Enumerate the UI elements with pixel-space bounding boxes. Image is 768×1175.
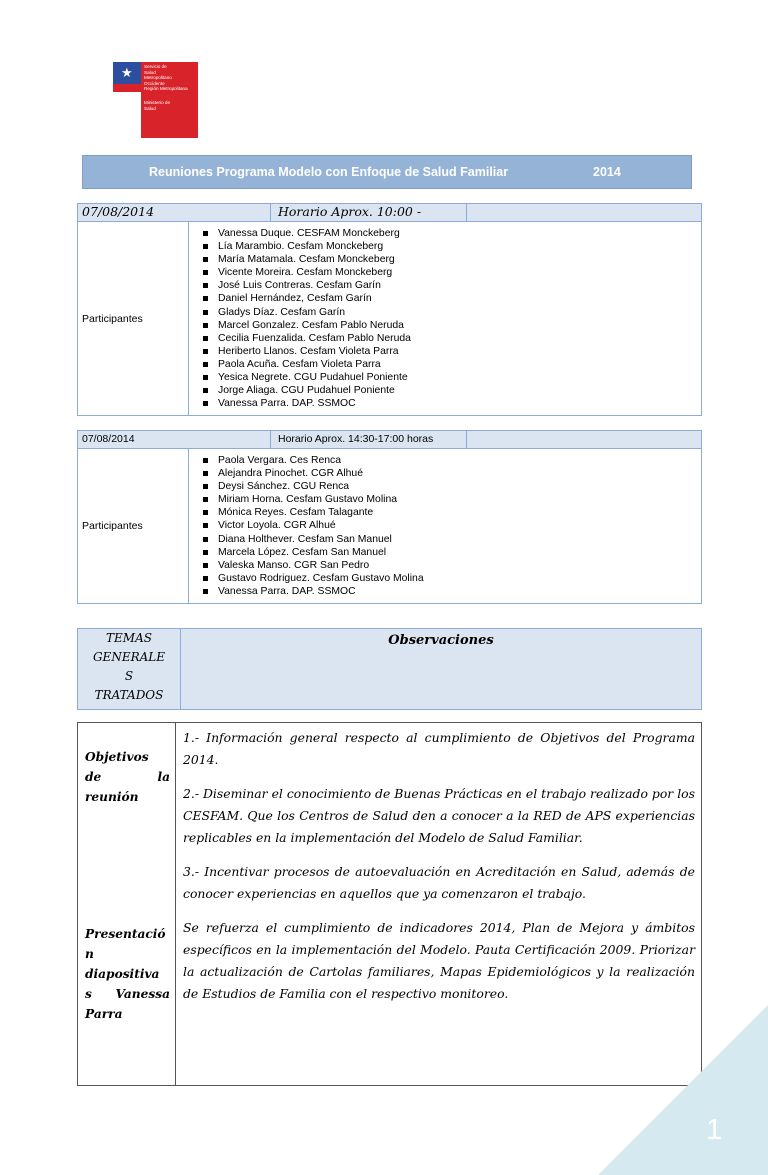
- participant-item: Jorge Aliaga. CGU Pudahuel Poniente: [203, 384, 701, 397]
- logo: [113, 62, 198, 138]
- temas-label: TEMAS GENERALE S TRATADOS: [92, 631, 166, 702]
- participant-item: Heriberto Llanos. Cesfam Violeta Parra: [203, 345, 701, 358]
- participant-item: Marcela López. Cesfam San Manuel: [203, 546, 701, 559]
- meeting-schedule: Horario Aprox. 14:30-17:00 horas: [278, 433, 434, 445]
- participant-item: Gustavo Rodriguez. Cesfam Gustavo Molina: [203, 572, 701, 585]
- participant-item: Vicente Moreira. Cesfam Monckeberg: [203, 266, 701, 279]
- participant-item: Yesica Negrete. CGU Pudahuel Poniente: [203, 371, 701, 384]
- logo-text: Región Metropolitana: [144, 86, 188, 92]
- corner-decoration: [598, 1005, 768, 1175]
- participant-item: Cecilia Fuenzalida. Cesfam Pablo Neruda: [203, 332, 701, 345]
- logo-text: Servicio de: [144, 64, 167, 69]
- meeting-date: 07/08/2014: [82, 204, 155, 219]
- objetivo-paragraph: Se refuerza el cumplimiento de indicadores 2014, Plan de Mejora y ámbitos específicos en la implementación del Modelo. Pauta Certificación 2009. Priorizar la actualización de Cartolas familiares, Mapas Epidemiológicos y la realización de Estudios de Familia con el respectivo monitoreo.: [183, 920, 695, 1001]
- presentacion-label: Presentació n diapositiva s Vanessa Parra: [85, 927, 170, 1021]
- page-title: Reuniones Programa Modelo con Enfoque de Salud Familiar: [149, 165, 509, 179]
- participants-list: [189, 449, 701, 603]
- logo-text: Metropolitano: [144, 75, 172, 81]
- participant-item: Mónica Reyes. Cesfam Talagante: [203, 506, 701, 519]
- participant-item: Lía Marambio. Cesfam Monckeberg: [203, 240, 701, 253]
- participant-item: Paola Vergara. Ces Renca: [203, 454, 701, 467]
- participant-item: Deysi Sánchez. CGU Renca: [203, 480, 701, 493]
- logo-text: Occidente: [144, 80, 165, 86]
- participant-item: Vanessa Duque. CESFAM Monckeberg: [203, 227, 701, 240]
- participant-item: Gladys Díaz. Cesfam Garín: [203, 306, 701, 319]
- participant-item: Vanessa Parra. DAP. SSMOC: [203, 397, 701, 410]
- temas-header-table: [77, 628, 702, 710]
- meeting-table-1: [77, 203, 702, 416]
- meeting-table-2: [77, 430, 702, 604]
- participant-item: Miriam Horna. Cesfam Gustavo Molina: [203, 493, 701, 506]
- objetivo-paragraph: 2.- Diseminar el conocimiento de Buenas Prácticas en el trabajo realizado por los CESFAM. Que los Centros de Salud den a conocer a la RED de APS experiencias replicables en la implementación del Modelo de Salud Familiar.: [183, 786, 695, 845]
- participant-item: Daniel Hernández, Cesfam Garín: [203, 292, 701, 305]
- title-year: 2014: [593, 165, 621, 179]
- observaciones-heading: Observaciones: [388, 633, 494, 648]
- participant-item: Diana Holthever. Cesfam San Manuel: [203, 533, 701, 546]
- objetivo-paragraph: 1.- Información general respecto al cumplimiento de Objetivos del Programa 2014.: [183, 730, 695, 767]
- objetivos-label: Objetivos de la reunión: [85, 750, 170, 804]
- participant-item: Alejandra Pinochet. CGR Alhué: [203, 467, 701, 480]
- title-bar: [82, 155, 692, 189]
- participant-item: Victor Loyola. CGR Alhué: [203, 519, 701, 532]
- participants-label: Participantes: [78, 222, 189, 416]
- participant-item: Valeska Manso. CGR San Pedro: [203, 559, 701, 572]
- star-icon: ★: [121, 65, 133, 80]
- meeting-schedule: Horario Aprox. 10:00 -: [278, 204, 422, 219]
- participant-item: María Matamala. Cesfam Monckeberg: [203, 253, 701, 266]
- participant-item: Paola Acuña. Cesfam Violeta Parra: [203, 358, 701, 371]
- objetivo-paragraph: 3.- Incentivar procesos de autoevaluación en Acreditación en Salud, además de conocer experiencias en aquellos que ya comenzaron el trabajo.: [183, 864, 695, 901]
- participant-item: José Luis Contreras. Cesfam Garín: [203, 279, 701, 292]
- logo-text: Ministerio de: [144, 99, 171, 105]
- participants-list: [189, 222, 701, 415]
- page-number: 1: [706, 1114, 723, 1146]
- participant-item: Vanessa Parra. DAP. SSMOC: [203, 585, 701, 598]
- participant-item: Marcel Gonzalez. Cesfam Pablo Neruda: [203, 319, 701, 332]
- meeting-date: 07/08/2014: [82, 433, 135, 445]
- participants-label: Participantes: [78, 449, 189, 604]
- logo-text: Salud: [144, 105, 156, 111]
- logo-text: Salud: [144, 69, 156, 75]
